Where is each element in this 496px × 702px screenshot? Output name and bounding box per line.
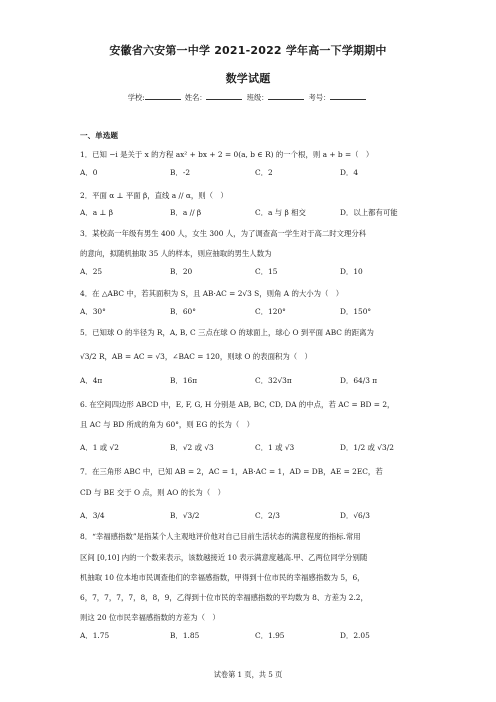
option-a: A．1 或 √2 — [80, 443, 119, 452]
question-5-text-2: √3/2 R，AB = AC = √3，∠BAC = 120，则球 O 的表面积为（ ） — [80, 352, 312, 361]
option-d: D．以上都有可能 — [340, 208, 398, 217]
option-c: C．1 或 √3 — [255, 443, 295, 452]
question-3-text-2: 的意向，拟随机抽取 35 人的样本，则应抽取的男生人数为 — [80, 249, 272, 258]
question-2-options — [80, 207, 420, 219]
question-8-text-4: 6，7，7，7，7，8，8，9，乙得到十位市民的幸福感指数的平均数为 8、方差为 2.2， — [80, 593, 368, 602]
question-4-text: 4．在 △ABC 中，若其面积为 S，且 AB·AC = 2√3 S，则角 A 的大小为（ ） — [80, 289, 344, 298]
option-b: B．60° — [170, 307, 196, 316]
option-a: A．a ⊥ β — [80, 208, 114, 217]
question-8-text-5: 则这 20 位市民幸福感指数的方差为（ ） — [80, 613, 220, 622]
option-c: C．2/3 — [255, 511, 280, 520]
option-c: C．1.95 — [255, 631, 285, 640]
school-blank — [145, 92, 181, 100]
question-8-text-2: 区间 [0,10] 内的一个数来表示，该数越接近 10 表示满意度越高.甲、乙两位同学分别随 — [80, 553, 368, 562]
option-a: A．4π — [80, 376, 103, 385]
name-label: 姓名： — [184, 93, 207, 102]
option-a: A．1.75 — [80, 631, 110, 640]
student-info-line — [0, 92, 496, 103]
option-a: A．30° — [80, 307, 106, 316]
class-label: 班级： — [246, 93, 269, 102]
exam-number-label: 考号： — [308, 93, 331, 102]
option-b: B．1.85 — [170, 631, 200, 640]
question-7-text-2: CD 与 BE 交于 O 点，则 AO 的长为（ ） — [80, 488, 225, 497]
question-6-options — [80, 442, 420, 454]
option-d: D．√6/3 — [340, 511, 370, 520]
option-c: C．a 与 β 相交 — [255, 208, 306, 217]
option-b: B．√3/2 — [170, 511, 200, 520]
option-b: B．20 — [170, 267, 193, 276]
option-d: D．64/3 π — [340, 376, 378, 385]
option-a: A．0 — [80, 168, 98, 177]
option-d: D．150° — [340, 307, 372, 316]
question-3-text-1: 3．某校高一年级有男生 400 人，女生 300 人，为了调查高一学生对于高二时文理分科 — [80, 229, 367, 238]
option-b: B．16π — [170, 376, 198, 385]
section-heading: 一、单选题 — [80, 131, 118, 140]
option-d: D．4 — [340, 168, 359, 177]
question-5-options — [80, 375, 420, 387]
question-8-text-1: 8．“幸福感指数”是指某个人主观地评价他对自己目前生活状态的满意程度的指标.常用 — [80, 532, 361, 541]
school-label: 学校: — [127, 93, 145, 102]
option-c: C．32√3π — [255, 376, 292, 385]
option-b: B．-2 — [170, 168, 191, 177]
exam-subtitle: 数学试题 — [225, 72, 271, 85]
option-d: D．1/2 或 √3/2 — [340, 443, 394, 452]
question-7-text-1: 7．在三角形 ABC 中，已知 AB = 2，AC = 1，AB·AC = 1，AD = DB，AE = 2EC，若 — [80, 467, 383, 476]
page-footer: 试卷第 1 页，共 5 页 — [213, 670, 283, 679]
option-c: C．15 — [255, 267, 278, 276]
exam-title: 安徽省六安第一中学 2021-2022 学年高一下学期期中 — [109, 44, 387, 57]
question-2-text: 2．平面 α ⊥ 平面 β，直线 a // α，则（ ） — [80, 191, 228, 200]
option-b: B．√2 或 √3 — [170, 443, 214, 452]
option-d: D．10 — [340, 267, 363, 276]
question-8-text-3: 机抽取 10 位本地市民调查他们的幸福感指数，甲得到十位市民的幸福感指数为 5，6， — [80, 573, 365, 582]
question-4-options — [80, 306, 420, 318]
exam-number-blank — [330, 92, 366, 100]
question-5-text-1: 5．已知球 O 的半径为 R，A, B, C 三点在球 O 的球面上，球心 O 到平面 ABC 的距离为 — [80, 328, 374, 337]
question-8-options — [80, 630, 420, 642]
option-b: B．a // β — [170, 208, 202, 217]
name-blank — [206, 92, 242, 100]
question-7-options — [80, 510, 420, 522]
question-6-text-1: 6. 在空间四边形 ABCD 中，E, F, G, H 分别是 AB, BC, CD, DA 的中点，若 AC = BD = 2， — [80, 400, 395, 409]
question-1-options — [80, 167, 420, 179]
question-1-text: 1．已知 −i 是关于 x 的方程 ax² + bx + 2 = 0(a, b ∈ R) 的一个根，则 a + b =（ ） — [80, 150, 374, 159]
option-c: C．120° — [255, 307, 286, 316]
option-a: A．3/4 — [80, 511, 105, 520]
option-d: D．2.05 — [340, 631, 370, 640]
option-c: C．2 — [255, 168, 273, 177]
class-blank — [268, 92, 304, 100]
question-6-text-2: 且 AC 与 BD 所成的角为 60°，则 EG 的长为（ ） — [80, 420, 255, 429]
option-a: A．25 — [80, 267, 103, 276]
question-3-options — [80, 266, 420, 278]
